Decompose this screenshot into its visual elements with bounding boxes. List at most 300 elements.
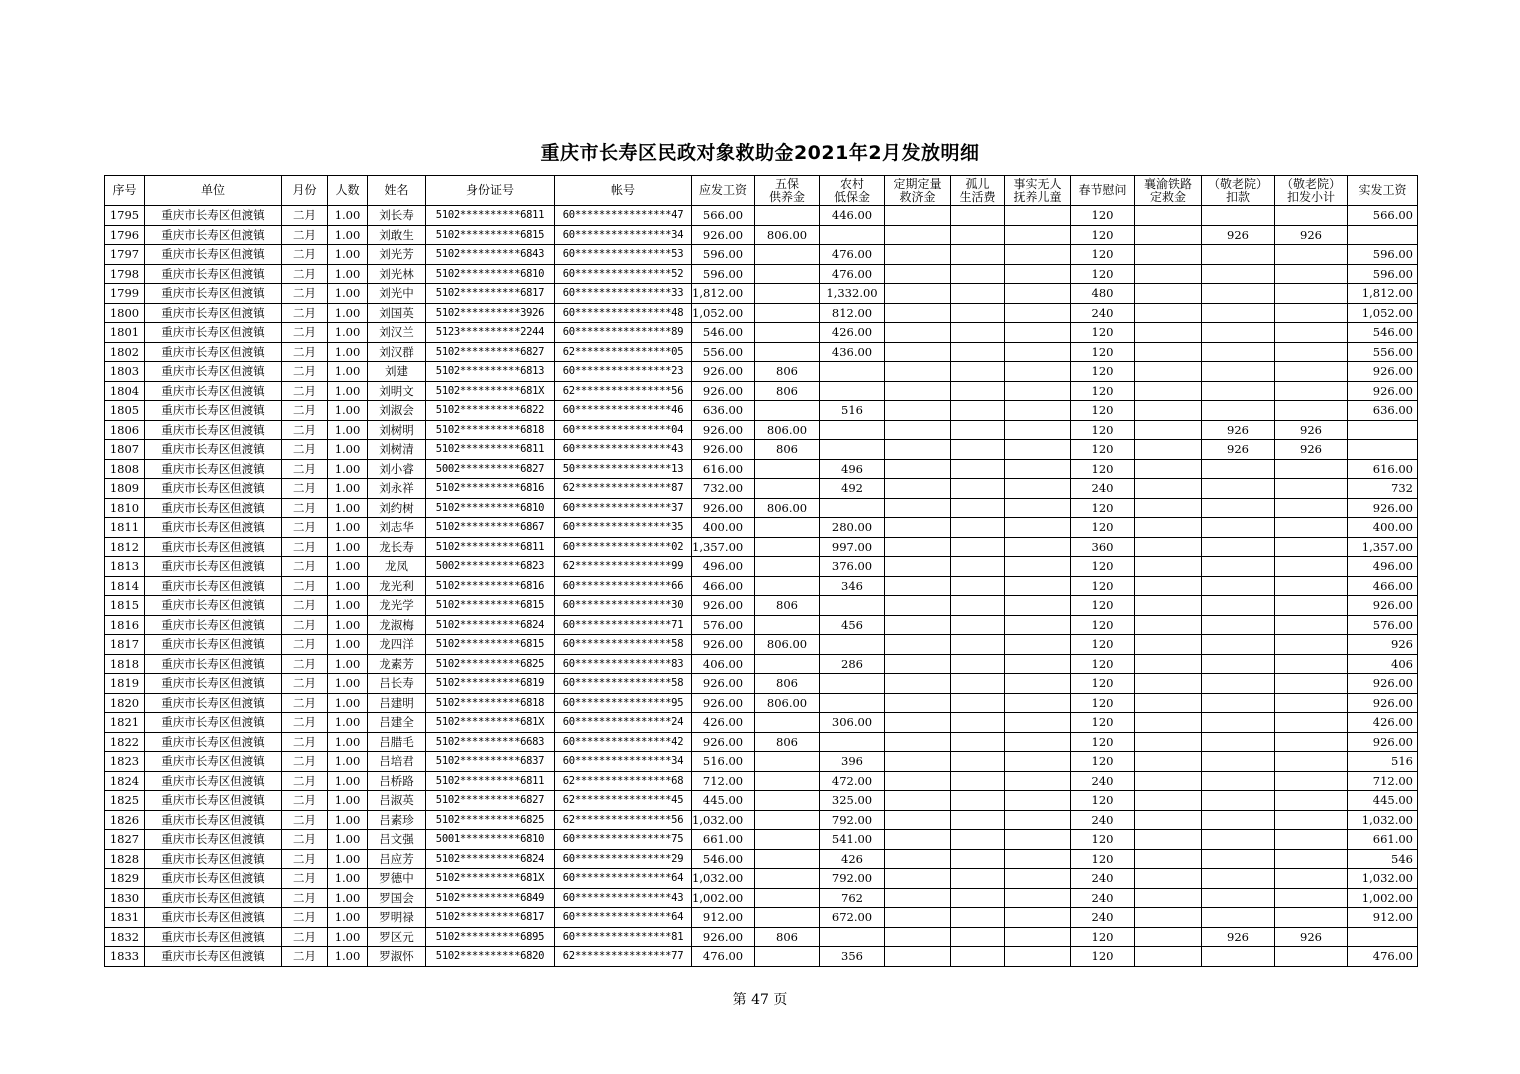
cell-account: 60****************66 xyxy=(555,576,692,596)
cell-month: 二月 xyxy=(282,635,328,655)
cell-deduction xyxy=(1202,362,1275,382)
cell-spring-festival: 480 xyxy=(1071,284,1135,304)
cell-unit: 重庆市长寿区但渡镇 xyxy=(145,323,282,343)
cell-unit: 重庆市长寿区但渡镇 xyxy=(145,401,282,421)
cell-spring-festival: 240 xyxy=(1071,479,1135,499)
column-header xyxy=(692,176,755,206)
cell-index: 1807 xyxy=(105,440,145,460)
cell-dibao: 1,332.00 xyxy=(820,284,885,304)
cell-wubao: 806.00 xyxy=(755,420,820,440)
cell-month: 二月 xyxy=(282,849,328,869)
cell-count: 1.00 xyxy=(328,420,368,440)
cell-payable: 926.00 xyxy=(692,596,755,616)
cell-count: 1.00 xyxy=(328,342,368,362)
cell-net-pay xyxy=(1348,927,1418,947)
cell-unattended-child xyxy=(1005,947,1071,967)
cell-spring-festival: 120 xyxy=(1071,576,1135,596)
cell-unattended-child xyxy=(1005,206,1071,226)
cell-payable: 546.00 xyxy=(692,849,755,869)
table-row xyxy=(105,927,1418,947)
cell-orphan xyxy=(951,791,1005,811)
cell-id-number: 5102**********681X xyxy=(426,381,555,401)
cell-payable: 926.00 xyxy=(692,927,755,947)
cell-deduction xyxy=(1202,537,1275,557)
cell-net-pay: 400.00 xyxy=(1348,518,1418,538)
cell-dibao: 396 xyxy=(820,752,885,772)
cell-id-number: 5102**********6867 xyxy=(426,518,555,538)
cell-orphan xyxy=(951,849,1005,869)
cell-name: 罗淑怀 xyxy=(368,947,426,967)
cell-deduction-subtotal xyxy=(1275,284,1348,304)
cell-payable: 1,032.00 xyxy=(692,810,755,830)
cell-month: 二月 xyxy=(282,362,328,382)
cell-orphan xyxy=(951,732,1005,752)
cell-wubao xyxy=(755,888,820,908)
cell-month: 二月 xyxy=(282,888,328,908)
cell-dingqi xyxy=(885,732,951,752)
cell-count: 1.00 xyxy=(328,498,368,518)
cell-orphan xyxy=(951,576,1005,596)
cell-name: 龙光学 xyxy=(368,596,426,616)
cell-net-pay: 1,032.00 xyxy=(1348,869,1418,889)
cell-unattended-child xyxy=(1005,225,1071,245)
cell-count: 1.00 xyxy=(328,615,368,635)
cell-orphan xyxy=(951,713,1005,733)
cell-index: 1821 xyxy=(105,713,145,733)
table-row xyxy=(105,245,1418,265)
cell-id-number: 5001**********6810 xyxy=(426,830,555,850)
cell-deduction xyxy=(1202,947,1275,967)
cell-deduction xyxy=(1202,303,1275,323)
column-header-line: 五保 xyxy=(774,176,799,191)
cell-spring-festival: 120 xyxy=(1071,225,1135,245)
relief-payment-table xyxy=(104,175,1418,967)
cell-name: 刘志华 xyxy=(368,518,426,538)
cell-count: 1.00 xyxy=(328,557,368,577)
cell-orphan xyxy=(951,303,1005,323)
cell-spring-festival: 120 xyxy=(1071,791,1135,811)
column-header xyxy=(368,176,426,206)
cell-orphan xyxy=(951,498,1005,518)
column-header xyxy=(1275,176,1348,206)
cell-orphan xyxy=(951,518,1005,538)
cell-unit: 重庆市长寿区但渡镇 xyxy=(145,693,282,713)
cell-orphan xyxy=(951,752,1005,772)
cell-index: 1813 xyxy=(105,557,145,577)
cell-index: 1817 xyxy=(105,635,145,655)
cell-spring-festival: 120 xyxy=(1071,420,1135,440)
cell-net-pay: 926.00 xyxy=(1348,381,1418,401)
cell-unit: 重庆市长寿区但渡镇 xyxy=(145,713,282,733)
column-header-line: 帐号 xyxy=(610,183,635,197)
cell-railway xyxy=(1135,206,1202,226)
cell-orphan xyxy=(951,323,1005,343)
cell-count: 1.00 xyxy=(328,771,368,791)
cell-dibao: 516 xyxy=(820,401,885,421)
cell-spring-festival: 120 xyxy=(1071,596,1135,616)
cell-dingqi xyxy=(885,635,951,655)
cell-deduction-subtotal xyxy=(1275,869,1348,889)
column-header xyxy=(426,176,555,206)
cell-wubao xyxy=(755,557,820,577)
cell-index: 1805 xyxy=(105,401,145,421)
cell-deduction-subtotal xyxy=(1275,303,1348,323)
cell-dingqi xyxy=(885,615,951,635)
table-row xyxy=(105,401,1418,421)
table-row xyxy=(105,947,1418,967)
cell-spring-festival: 120 xyxy=(1071,245,1135,265)
table-row xyxy=(105,908,1418,928)
cell-name: 吕桥路 xyxy=(368,771,426,791)
cell-account: 60****************81 xyxy=(555,927,692,947)
cell-month: 二月 xyxy=(282,810,328,830)
cell-spring-festival: 120 xyxy=(1071,498,1135,518)
cell-deduction xyxy=(1202,888,1275,908)
cell-index: 1827 xyxy=(105,830,145,850)
cell-deduction-subtotal: 926 xyxy=(1275,225,1348,245)
cell-unit: 重庆市长寿区但渡镇 xyxy=(145,908,282,928)
cell-wubao xyxy=(755,401,820,421)
cell-unit: 重庆市长寿区但渡镇 xyxy=(145,420,282,440)
cell-railway xyxy=(1135,927,1202,947)
cell-count: 1.00 xyxy=(328,303,368,323)
cell-name: 刘光芳 xyxy=(368,245,426,265)
cell-unattended-child xyxy=(1005,849,1071,869)
cell-deduction-subtotal xyxy=(1275,713,1348,733)
cell-count: 1.00 xyxy=(328,752,368,772)
cell-deduction-subtotal: 926 xyxy=(1275,440,1348,460)
cell-deduction-subtotal xyxy=(1275,401,1348,421)
column-header xyxy=(145,176,282,206)
cell-wubao xyxy=(755,518,820,538)
cell-index: 1803 xyxy=(105,362,145,382)
cell-dibao: 456 xyxy=(820,615,885,635)
cell-deduction-subtotal xyxy=(1275,498,1348,518)
cell-railway xyxy=(1135,654,1202,674)
cell-dibao: 792.00 xyxy=(820,810,885,830)
cell-month: 二月 xyxy=(282,498,328,518)
column-header xyxy=(1005,176,1071,206)
cell-name: 吕长寿 xyxy=(368,674,426,694)
cell-unattended-child xyxy=(1005,284,1071,304)
cell-dibao: 492 xyxy=(820,479,885,499)
cell-count: 1.00 xyxy=(328,479,368,499)
cell-dingqi xyxy=(885,440,951,460)
cell-count: 1.00 xyxy=(328,849,368,869)
cell-unattended-child xyxy=(1005,342,1071,362)
cell-dingqi xyxy=(885,498,951,518)
cell-dingqi xyxy=(885,849,951,869)
cell-wubao xyxy=(755,615,820,635)
cell-unattended-child xyxy=(1005,459,1071,479)
cell-month: 二月 xyxy=(282,869,328,889)
cell-payable: 926.00 xyxy=(692,225,755,245)
cell-id-number: 5102**********6816 xyxy=(426,479,555,499)
cell-month: 二月 xyxy=(282,479,328,499)
cell-unattended-child xyxy=(1005,908,1071,928)
cell-railway xyxy=(1135,498,1202,518)
cell-railway xyxy=(1135,557,1202,577)
cell-spring-festival: 120 xyxy=(1071,264,1135,284)
cell-payable: 912.00 xyxy=(692,908,755,928)
cell-unattended-child xyxy=(1005,362,1071,382)
cell-id-number: 5102**********6810 xyxy=(426,498,555,518)
cell-index: 1799 xyxy=(105,284,145,304)
cell-index: 1796 xyxy=(105,225,145,245)
cell-dibao: 356 xyxy=(820,947,885,967)
column-header-line: 孤儿 xyxy=(965,176,990,191)
cell-railway xyxy=(1135,576,1202,596)
table-row xyxy=(105,654,1418,674)
cell-dingqi xyxy=(885,245,951,265)
cell-payable: 546.00 xyxy=(692,323,755,343)
cell-index: 1800 xyxy=(105,303,145,323)
column-header-line: 救济金 xyxy=(899,189,936,204)
cell-railway xyxy=(1135,947,1202,967)
cell-railway xyxy=(1135,810,1202,830)
cell-spring-festival: 120 xyxy=(1071,459,1135,479)
cell-dibao xyxy=(820,732,885,752)
cell-orphan xyxy=(951,654,1005,674)
cell-net-pay: 1,812.00 xyxy=(1348,284,1418,304)
cell-account: 60****************52 xyxy=(555,264,692,284)
cell-deduction xyxy=(1202,908,1275,928)
cell-dibao xyxy=(820,693,885,713)
cell-unattended-child xyxy=(1005,576,1071,596)
cell-deduction: 926 xyxy=(1202,440,1275,460)
cell-wubao xyxy=(755,323,820,343)
cell-deduction-subtotal xyxy=(1275,518,1348,538)
cell-deduction-subtotal xyxy=(1275,693,1348,713)
table-row xyxy=(105,518,1418,538)
cell-deduction xyxy=(1202,615,1275,635)
cell-index: 1808 xyxy=(105,459,145,479)
column-header-line: 生活费 xyxy=(959,189,996,204)
cell-spring-festival: 240 xyxy=(1071,869,1135,889)
cell-month: 二月 xyxy=(282,323,328,343)
cell-dingqi xyxy=(885,206,951,226)
cell-payable: 926.00 xyxy=(692,635,755,655)
cell-deduction xyxy=(1202,245,1275,265)
cell-deduction-subtotal xyxy=(1275,674,1348,694)
cell-dingqi xyxy=(885,576,951,596)
cell-spring-festival: 120 xyxy=(1071,849,1135,869)
cell-spring-festival: 240 xyxy=(1071,908,1135,928)
cell-index: 1815 xyxy=(105,596,145,616)
cell-net-pay: 1,032.00 xyxy=(1348,810,1418,830)
cell-index: 1820 xyxy=(105,693,145,713)
cell-net-pay: 445.00 xyxy=(1348,791,1418,811)
cell-spring-festival: 120 xyxy=(1071,713,1135,733)
cell-id-number: 5102**********6683 xyxy=(426,732,555,752)
cell-deduction xyxy=(1202,401,1275,421)
column-header-line: 序号 xyxy=(112,183,137,197)
cell-deduction-subtotal xyxy=(1275,362,1348,382)
cell-unattended-child xyxy=(1005,518,1071,538)
cell-orphan xyxy=(951,440,1005,460)
cell-wubao xyxy=(755,479,820,499)
cell-month: 二月 xyxy=(282,342,328,362)
cell-dingqi xyxy=(885,225,951,245)
cell-railway xyxy=(1135,908,1202,928)
cell-payable: 661.00 xyxy=(692,830,755,850)
column-header-line: 扣发小计 xyxy=(1286,189,1335,204)
cell-dingqi xyxy=(885,401,951,421)
cell-net-pay: 596.00 xyxy=(1348,264,1418,284)
cell-orphan xyxy=(951,869,1005,889)
cell-index: 1809 xyxy=(105,479,145,499)
table-row xyxy=(105,674,1418,694)
cell-payable: 426.00 xyxy=(692,713,755,733)
cell-railway xyxy=(1135,537,1202,557)
column-header-line: 定救金 xyxy=(1149,189,1186,204)
cell-month: 二月 xyxy=(282,693,328,713)
cell-orphan xyxy=(951,381,1005,401)
cell-account: 60****************30 xyxy=(555,596,692,616)
cell-id-number: 5102**********6825 xyxy=(426,654,555,674)
cell-month: 二月 xyxy=(282,791,328,811)
cell-dingqi xyxy=(885,791,951,811)
cell-dibao xyxy=(820,635,885,655)
cell-wubao xyxy=(755,791,820,811)
cell-id-number: 5102**********6818 xyxy=(426,693,555,713)
cell-orphan xyxy=(951,245,1005,265)
cell-wubao: 806 xyxy=(755,674,820,694)
table-row xyxy=(105,752,1418,772)
cell-name: 吕素珍 xyxy=(368,810,426,830)
cell-deduction xyxy=(1202,732,1275,752)
cell-net-pay: 926.00 xyxy=(1348,596,1418,616)
cell-railway xyxy=(1135,752,1202,772)
cell-dibao: 426 xyxy=(820,849,885,869)
cell-count: 1.00 xyxy=(328,284,368,304)
cell-net-pay: 926.00 xyxy=(1348,693,1418,713)
cell-deduction: 926 xyxy=(1202,225,1275,245)
cell-orphan xyxy=(951,420,1005,440)
column-header-line: 供养金 xyxy=(768,189,805,204)
cell-net-pay xyxy=(1348,440,1418,460)
cell-deduction-subtotal xyxy=(1275,615,1348,635)
cell-unit: 重庆市长寿区但渡镇 xyxy=(145,810,282,830)
cell-wubao xyxy=(755,342,820,362)
cell-count: 1.00 xyxy=(328,576,368,596)
cell-spring-festival: 240 xyxy=(1071,810,1135,830)
cell-dingqi xyxy=(885,869,951,889)
cell-unattended-child xyxy=(1005,557,1071,577)
cell-month: 二月 xyxy=(282,264,328,284)
table-row xyxy=(105,576,1418,596)
cell-railway xyxy=(1135,440,1202,460)
cell-dibao xyxy=(820,498,885,518)
cell-spring-festival: 120 xyxy=(1071,674,1135,694)
cell-count: 1.00 xyxy=(328,713,368,733)
cell-account: 60****************37 xyxy=(555,498,692,518)
cell-dibao: 672.00 xyxy=(820,908,885,928)
cell-dingqi xyxy=(885,537,951,557)
table-row xyxy=(105,771,1418,791)
cell-month: 二月 xyxy=(282,654,328,674)
cell-railway xyxy=(1135,888,1202,908)
cell-payable: 616.00 xyxy=(692,459,755,479)
cell-deduction xyxy=(1202,693,1275,713)
cell-orphan xyxy=(951,771,1005,791)
cell-count: 1.00 xyxy=(328,869,368,889)
cell-unattended-child xyxy=(1005,791,1071,811)
cell-payable: 1,357.00 xyxy=(692,537,755,557)
cell-wubao xyxy=(755,947,820,967)
cell-index: 1822 xyxy=(105,732,145,752)
cell-deduction-subtotal xyxy=(1275,635,1348,655)
cell-index: 1812 xyxy=(105,537,145,557)
table-row xyxy=(105,381,1418,401)
cell-net-pay: 1,002.00 xyxy=(1348,888,1418,908)
cell-orphan xyxy=(951,674,1005,694)
cell-month: 二月 xyxy=(282,518,328,538)
cell-unit: 重庆市长寿区但渡镇 xyxy=(145,206,282,226)
cell-deduction-subtotal xyxy=(1275,323,1348,343)
cell-spring-festival: 120 xyxy=(1071,927,1135,947)
cell-railway xyxy=(1135,732,1202,752)
column-header-line: 身份证号 xyxy=(465,183,514,197)
cell-orphan xyxy=(951,810,1005,830)
cell-account: 62****************77 xyxy=(555,947,692,967)
cell-account: 60****************83 xyxy=(555,654,692,674)
cell-month: 二月 xyxy=(282,401,328,421)
table-row xyxy=(105,596,1418,616)
cell-orphan xyxy=(951,264,1005,284)
cell-net-pay: 1,052.00 xyxy=(1348,303,1418,323)
cell-id-number: 5102**********6849 xyxy=(426,888,555,908)
cell-wubao: 806 xyxy=(755,596,820,616)
column-header xyxy=(885,176,951,206)
cell-dibao xyxy=(820,440,885,460)
cell-deduction-subtotal xyxy=(1275,206,1348,226)
cell-id-number: 5102**********6837 xyxy=(426,752,555,772)
cell-payable: 926.00 xyxy=(692,440,755,460)
cell-railway xyxy=(1135,869,1202,889)
cell-dingqi xyxy=(885,674,951,694)
cell-name: 龙凤 xyxy=(368,557,426,577)
cell-deduction-subtotal xyxy=(1275,810,1348,830)
cell-unattended-child xyxy=(1005,810,1071,830)
cell-unit: 重庆市长寿区但渡镇 xyxy=(145,342,282,362)
cell-unit: 重庆市长寿区但渡镇 xyxy=(145,888,282,908)
cell-account: 60****************53 xyxy=(555,245,692,265)
table-row xyxy=(105,323,1418,343)
cell-payable: 926.00 xyxy=(692,420,755,440)
table-row xyxy=(105,537,1418,557)
cell-dibao: 476.00 xyxy=(820,245,885,265)
cell-month: 二月 xyxy=(282,615,328,635)
cell-account: 60****************43 xyxy=(555,440,692,460)
cell-count: 1.00 xyxy=(328,323,368,343)
cell-count: 1.00 xyxy=(328,440,368,460)
column-header-line: 姓名 xyxy=(384,183,409,197)
cell-wubao xyxy=(755,713,820,733)
cell-account: 60****************33 xyxy=(555,284,692,304)
cell-name: 龙四洋 xyxy=(368,635,426,655)
table-body xyxy=(105,206,1418,967)
cell-dibao: 376.00 xyxy=(820,557,885,577)
cell-deduction-subtotal xyxy=(1275,381,1348,401)
column-header xyxy=(755,176,820,206)
cell-dibao: 436.00 xyxy=(820,342,885,362)
cell-unit: 重庆市长寿区但渡镇 xyxy=(145,498,282,518)
cell-wubao xyxy=(755,206,820,226)
cell-name: 刘建 xyxy=(368,362,426,382)
cell-dingqi xyxy=(885,479,951,499)
cell-id-number: 5102**********3926 xyxy=(426,303,555,323)
